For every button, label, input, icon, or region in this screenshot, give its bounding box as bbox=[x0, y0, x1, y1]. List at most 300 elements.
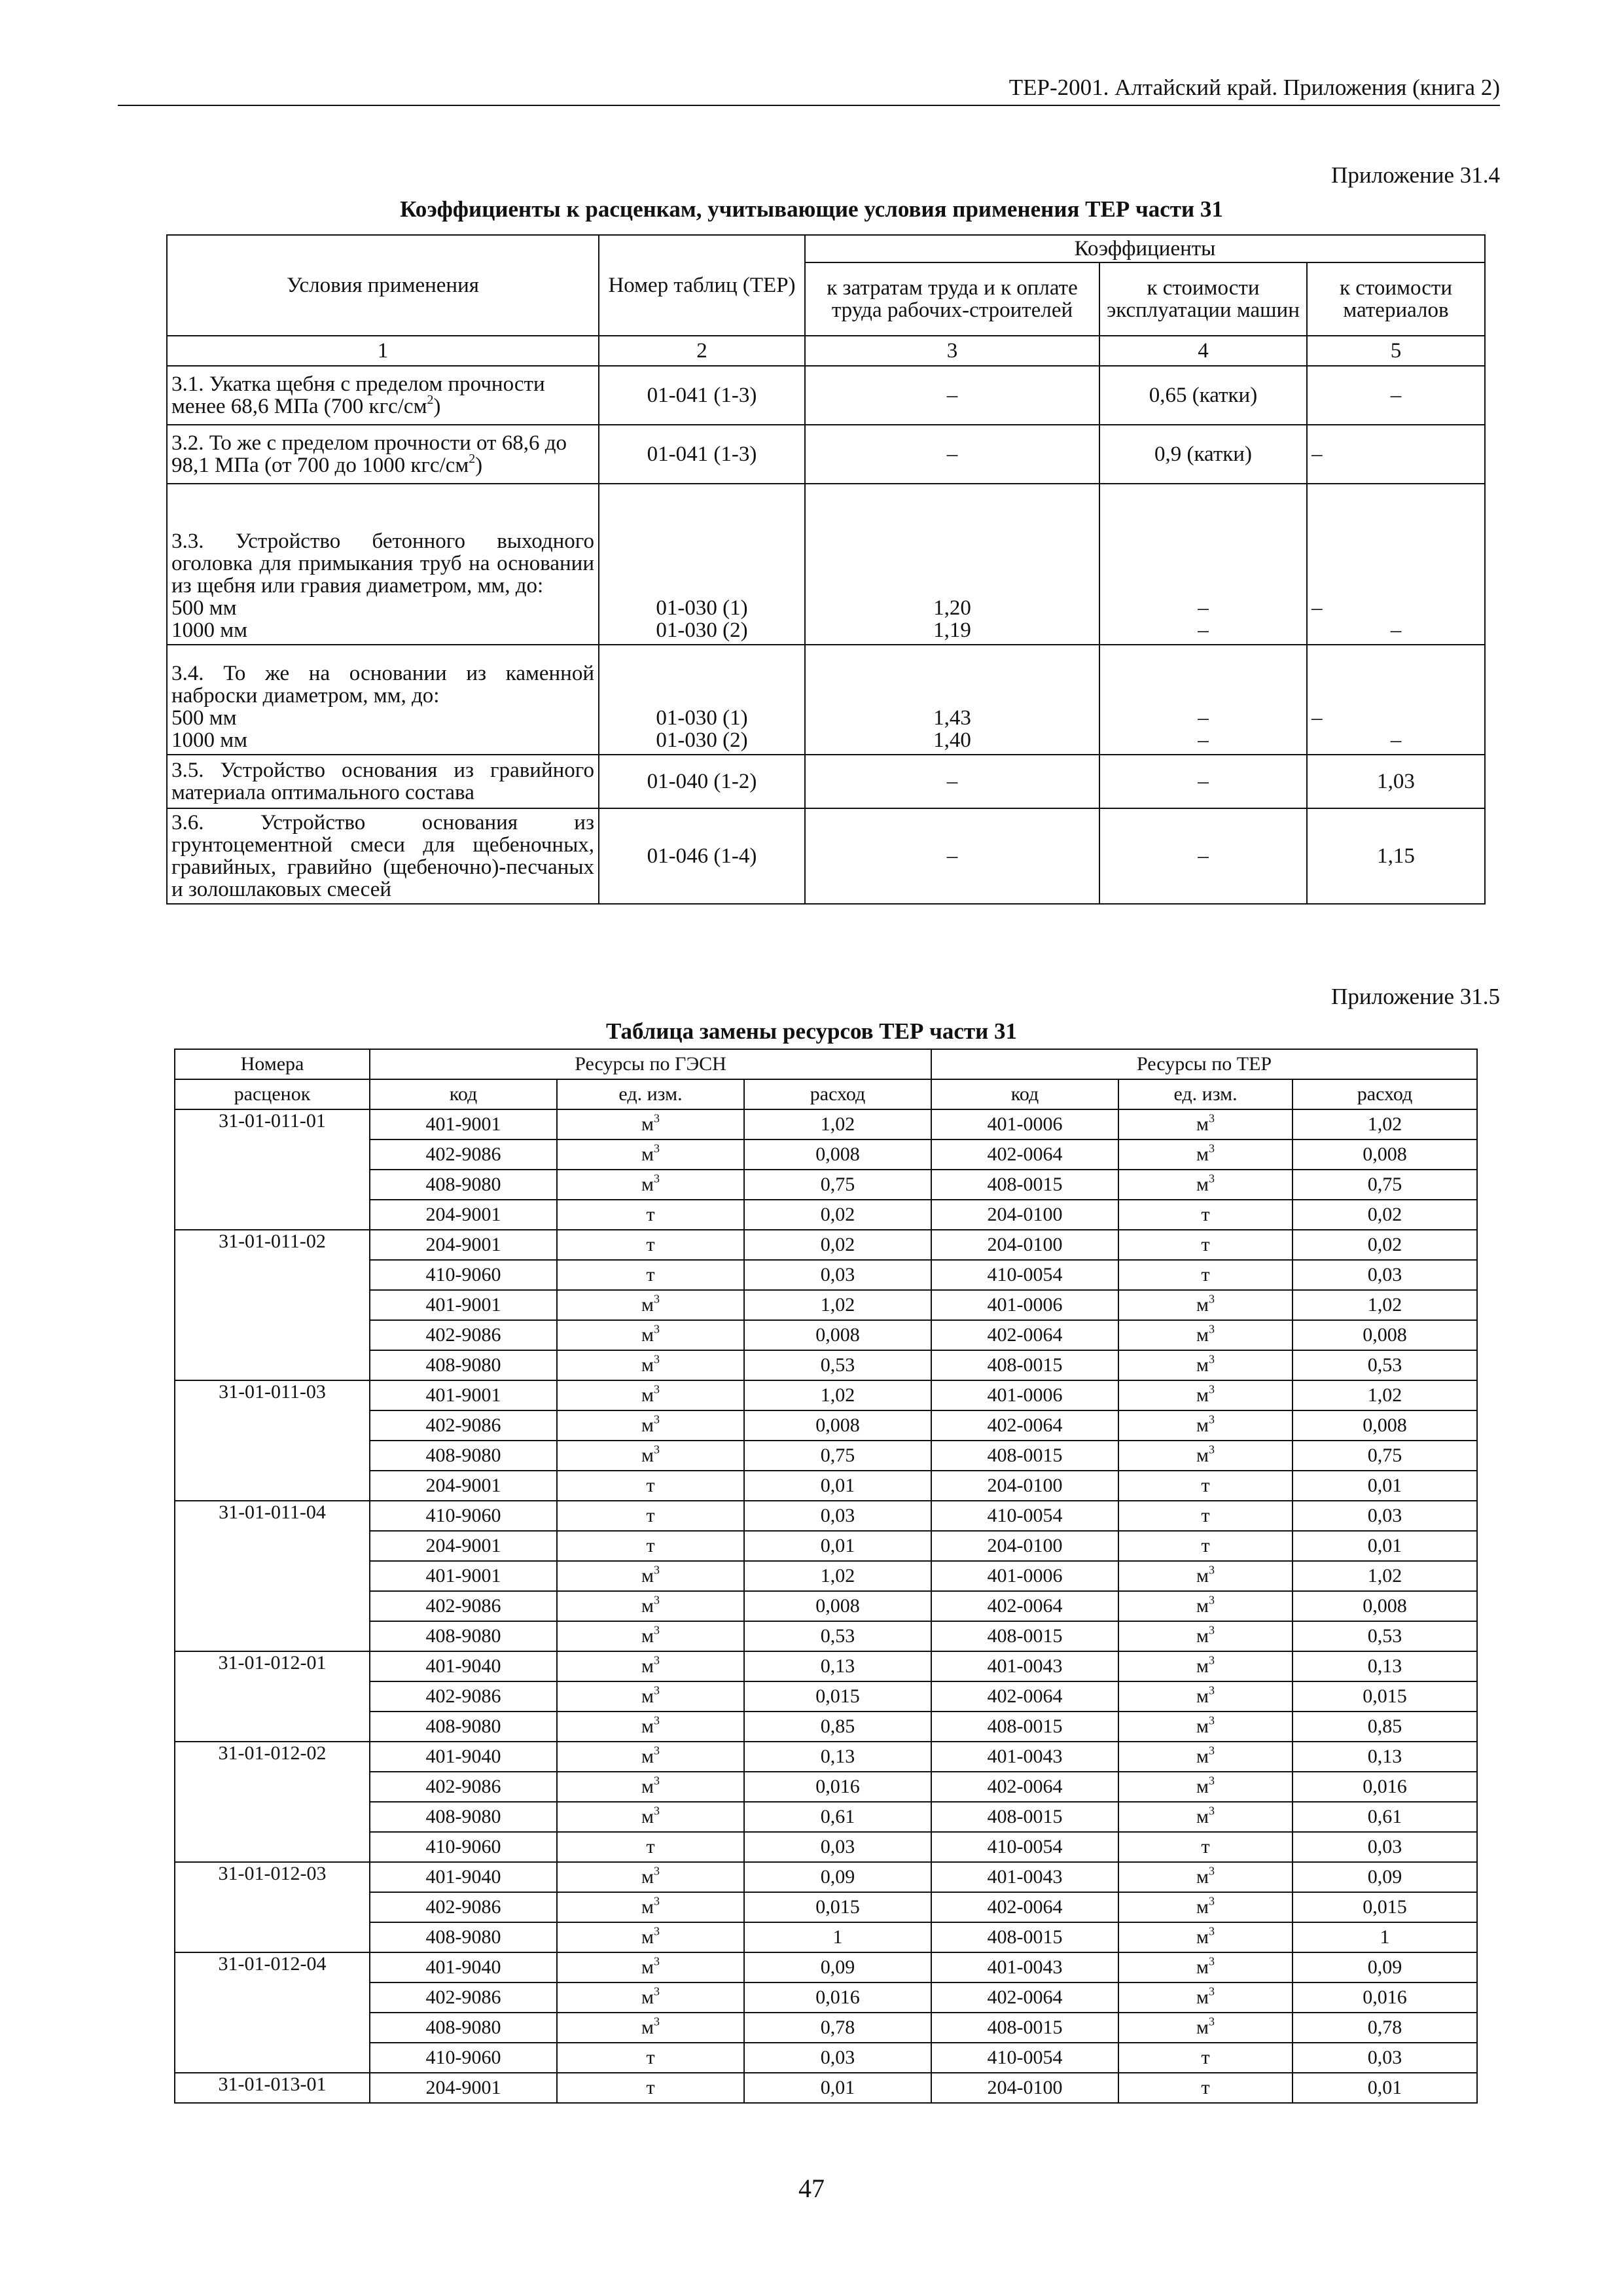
table-row bbox=[175, 1441, 1477, 1471]
table-number: 01-030 (1) bbox=[656, 596, 748, 620]
ter-code: 408-0015 bbox=[931, 1350, 1118, 1380]
unit-text: м bbox=[641, 1324, 654, 1346]
condition-text: 3.4. То же на основании из каменной наброски диаметром, мм, до: bbox=[171, 662, 594, 708]
unit-text: м bbox=[641, 1986, 654, 2008]
unit-text: м bbox=[641, 1655, 654, 1677]
unit-text: м bbox=[1196, 1113, 1209, 1135]
machines-coef: – bbox=[1099, 755, 1307, 808]
unit-text: м bbox=[641, 1354, 654, 1376]
superscript: 2 bbox=[469, 452, 476, 467]
gesn-unit bbox=[557, 1681, 744, 1712]
machines-cell bbox=[1099, 645, 1307, 755]
ter-quantity: 0,008 bbox=[1293, 1139, 1477, 1170]
table-row bbox=[175, 1471, 1477, 1501]
gesn-quantity: 0,02 bbox=[744, 1200, 931, 1230]
ter-unit: т bbox=[1118, 2073, 1293, 2103]
ter-code: 401-0043 bbox=[931, 1651, 1118, 1681]
unit-superscript: 3 bbox=[1209, 1954, 1215, 1968]
table-row bbox=[175, 1109, 1477, 1139]
page-number: 47 bbox=[798, 2174, 825, 2203]
header-gesn: Ресурсы по ГЭСН bbox=[370, 1049, 931, 1079]
gesn-code: 204-9001 bbox=[370, 1200, 557, 1230]
table-number: 01-030 (2) bbox=[656, 728, 748, 752]
labor-coef: – bbox=[805, 808, 1099, 904]
header-table-number: Номер таблиц (ТЕР) bbox=[599, 235, 805, 336]
ter-code: 401-0006 bbox=[931, 1561, 1118, 1591]
gesn-code: 204-9001 bbox=[370, 1471, 557, 1501]
gesn-unit bbox=[557, 1952, 744, 1982]
table-number: 01-030 (1) bbox=[656, 706, 748, 730]
condition-text: 3.3. Устройство бетонного выходного оголовка для примыкания труб на основании из щебня или гравия диаметром, мм, до: bbox=[171, 529, 594, 598]
gesn-quantity: 0,78 bbox=[744, 2013, 931, 2043]
unit-text: м bbox=[641, 1746, 654, 1767]
unit-superscript: 3 bbox=[653, 1924, 660, 1938]
ter-quantity: 0,02 bbox=[1293, 1200, 1477, 1230]
unit-text: м bbox=[1196, 1354, 1209, 1376]
table-row bbox=[175, 1681, 1477, 1712]
machines-coef: – bbox=[1198, 619, 1209, 642]
unit-superscript: 3 bbox=[653, 1382, 660, 1396]
ter-code: 401-0006 bbox=[931, 1290, 1118, 1320]
gesn-unit: т bbox=[557, 1501, 744, 1531]
gesn-quantity: 0,13 bbox=[744, 1742, 931, 1772]
table-row bbox=[175, 1742, 1477, 1772]
sub-condition-label: 1000 мм bbox=[171, 728, 248, 752]
header-quantity: расход bbox=[744, 1079, 931, 1109]
table-row bbox=[175, 1892, 1477, 1922]
gesn-unit: т bbox=[557, 1832, 744, 1862]
unit-text: м bbox=[641, 1866, 654, 1888]
ter-quantity: 0,13 bbox=[1293, 1742, 1477, 1772]
ter-quantity: 0,85 bbox=[1293, 1712, 1477, 1742]
table-row bbox=[175, 1832, 1477, 1862]
unit-text: м bbox=[1196, 1143, 1209, 1165]
unit-superscript: 3 bbox=[653, 2015, 660, 2028]
gesn-unit: т bbox=[557, 1230, 744, 1260]
table-number: 01-040 (1-2) bbox=[599, 755, 805, 808]
gesn-code: 410-9060 bbox=[370, 2043, 557, 2073]
ter-code: 408-0015 bbox=[931, 2013, 1118, 2043]
ter-unit bbox=[1118, 1561, 1293, 1591]
ter-code: 402-0064 bbox=[931, 1410, 1118, 1441]
ter-unit bbox=[1118, 1410, 1293, 1441]
header-code: код bbox=[931, 1079, 1118, 1109]
unit-superscript: 3 bbox=[653, 1744, 660, 1757]
ter-quantity: 0,01 bbox=[1293, 2073, 1477, 2103]
unit-superscript: 3 bbox=[653, 1623, 660, 1637]
machines-cell bbox=[1099, 484, 1307, 645]
unit-superscript: 3 bbox=[1209, 1713, 1215, 1727]
gesn-code: 401-9040 bbox=[370, 1862, 557, 1892]
sub-condition-label: 1000 мм bbox=[171, 619, 248, 642]
rate-number: 31-01-012-01 bbox=[175, 1651, 370, 1742]
ter-quantity: 0,78 bbox=[1293, 2013, 1477, 2043]
gesn-code: 401-9040 bbox=[370, 1651, 557, 1681]
gesn-code: 410-9060 bbox=[370, 1260, 557, 1290]
unit-superscript: 3 bbox=[653, 1292, 660, 1306]
gesn-code: 408-9080 bbox=[370, 2013, 557, 2043]
gesn-unit bbox=[557, 1742, 744, 1772]
unit-superscript: 3 bbox=[1209, 1774, 1215, 1787]
gesn-quantity: 0,015 bbox=[744, 1681, 931, 1712]
ter-code: 204-0100 bbox=[931, 1531, 1118, 1561]
unit-superscript: 3 bbox=[1209, 1172, 1215, 1185]
ter-code: 408-0015 bbox=[931, 1441, 1118, 1471]
ter-code: 402-0064 bbox=[931, 1139, 1118, 1170]
ter-unit bbox=[1118, 1441, 1293, 1471]
gesn-quantity: 0,008 bbox=[744, 1591, 931, 1621]
labor-coef: 1,19 bbox=[933, 619, 971, 642]
table-row bbox=[175, 1230, 1477, 1260]
unit-superscript: 3 bbox=[653, 1653, 660, 1667]
table-row bbox=[175, 1621, 1477, 1651]
unit-superscript: 3 bbox=[1209, 1984, 1215, 1998]
ter-quantity: 0,03 bbox=[1293, 2043, 1477, 2073]
ter-code: 402-0064 bbox=[931, 1892, 1118, 1922]
ter-code: 402-0064 bbox=[931, 1772, 1118, 1802]
ter-unit bbox=[1118, 1290, 1293, 1320]
ter-unit: т bbox=[1118, 1501, 1293, 1531]
unit-superscript: 3 bbox=[653, 1804, 660, 1818]
unit-text: м bbox=[1196, 1324, 1209, 1346]
gesn-quantity: 0,008 bbox=[744, 1410, 931, 1441]
unit-superscript: 3 bbox=[1209, 1322, 1215, 1336]
table-row bbox=[167, 425, 1485, 484]
table-row bbox=[175, 1380, 1477, 1410]
ter-unit bbox=[1118, 1922, 1293, 1952]
gesn-code: 408-9080 bbox=[370, 1802, 557, 1832]
gesn-code: 204-9001 bbox=[370, 1531, 557, 1561]
gesn-code: 408-9080 bbox=[370, 1170, 557, 1200]
table-row bbox=[175, 1982, 1477, 2013]
table-row bbox=[175, 2043, 1477, 2073]
gesn-quantity: 0,75 bbox=[744, 1170, 931, 1200]
header-machines: к стоимости эксплуатации машин bbox=[1099, 262, 1307, 336]
unit-text: м bbox=[1196, 1715, 1209, 1737]
ter-code: 410-0054 bbox=[931, 2043, 1118, 2073]
unit-text: м bbox=[641, 1896, 654, 1918]
gesn-quantity: 0,02 bbox=[744, 1230, 931, 1260]
gesn-quantity: 0,09 bbox=[744, 1952, 931, 1982]
table-row bbox=[175, 1651, 1477, 1681]
gesn-code: 402-9086 bbox=[370, 1681, 557, 1712]
ter-code: 402-0064 bbox=[931, 1982, 1118, 2013]
labor-cell bbox=[805, 484, 1099, 645]
gesn-quantity: 0,016 bbox=[744, 1982, 931, 2013]
table-number-cell bbox=[599, 484, 805, 645]
ter-quantity: 1,02 bbox=[1293, 1109, 1477, 1139]
unit-text: м bbox=[641, 1384, 654, 1406]
gesn-quantity: 0,03 bbox=[744, 2043, 931, 2073]
ter-quantity: 0,008 bbox=[1293, 1591, 1477, 1621]
materials-coef: – bbox=[1311, 596, 1323, 620]
labor-coef: 1,20 bbox=[933, 596, 971, 620]
labor-coef: – bbox=[805, 366, 1099, 425]
gesn-unit bbox=[557, 1651, 744, 1681]
table-row bbox=[175, 1922, 1477, 1952]
rate-number: 31-01-012-02 bbox=[175, 1742, 370, 1862]
ter-unit bbox=[1118, 1712, 1293, 1742]
gesn-code: 402-9086 bbox=[370, 1410, 557, 1441]
ter-unit bbox=[1118, 2013, 1293, 2043]
ter-quantity: 0,01 bbox=[1293, 1531, 1477, 1561]
unit-superscript: 3 bbox=[653, 1352, 660, 1366]
ter-quantity: 0,015 bbox=[1293, 1892, 1477, 1922]
ter-quantity: 0,03 bbox=[1293, 1260, 1477, 1290]
running-header bbox=[118, 71, 1500, 106]
table-row bbox=[175, 1952, 1477, 1982]
ter-quantity: 1,02 bbox=[1293, 1561, 1477, 1591]
gesn-code: 410-9060 bbox=[370, 1832, 557, 1862]
ter-code: 204-0100 bbox=[931, 1200, 1118, 1230]
table-number: 01-041 (1-3) bbox=[599, 366, 805, 425]
header-unit: ед. изм. bbox=[1118, 1079, 1293, 1109]
gesn-code: 402-9086 bbox=[370, 1320, 557, 1350]
unit-superscript: 3 bbox=[653, 1984, 660, 1998]
unit-text: м bbox=[1196, 1294, 1209, 1316]
unit-superscript: 3 bbox=[1209, 1563, 1215, 1577]
col-number: 4 bbox=[1099, 336, 1307, 366]
gesn-code: 401-9040 bbox=[370, 1952, 557, 1982]
gesn-unit: т bbox=[557, 1260, 744, 1290]
ter-code: 402-0064 bbox=[931, 1320, 1118, 1350]
ter-code: 410-0054 bbox=[931, 1260, 1118, 1290]
rate-number: 31-01-012-04 bbox=[175, 1952, 370, 2073]
gesn-quantity: 0,53 bbox=[744, 1621, 931, 1651]
gesn-code: 401-9001 bbox=[370, 1290, 557, 1320]
condition-text: 3.5. Устройство основания из гравийного материала оптимального состава bbox=[167, 755, 599, 808]
table-row bbox=[175, 1170, 1477, 1200]
unit-text: м bbox=[641, 1414, 654, 1436]
gesn-unit bbox=[557, 1862, 744, 1892]
gesn-unit: т bbox=[557, 2073, 744, 2103]
running-title: ТЕР-2001. Алтайский край. Приложения (книга 2) bbox=[1008, 75, 1500, 100]
col-number: 3 bbox=[805, 336, 1099, 366]
ter-quantity: 0,008 bbox=[1293, 1410, 1477, 1441]
col-number: 2 bbox=[599, 336, 805, 366]
unit-superscript: 3 bbox=[1209, 1111, 1215, 1125]
gesn-quantity: 0,008 bbox=[744, 1139, 931, 1170]
gesn-unit: т bbox=[557, 1531, 744, 1561]
unit-text: м bbox=[641, 2017, 654, 2038]
gesn-quantity: 0,85 bbox=[744, 1712, 931, 1742]
unit-superscript: 3 bbox=[1209, 1894, 1215, 1908]
ter-code: 204-0100 bbox=[931, 1230, 1118, 1260]
unit-text: м bbox=[1196, 1414, 1209, 1436]
unit-superscript: 3 bbox=[653, 1322, 660, 1336]
unit-superscript: 3 bbox=[1209, 1141, 1215, 1155]
machines-coef: 0,65 (катки) bbox=[1099, 366, 1307, 425]
labor-coef: 1,43 bbox=[933, 706, 971, 730]
ter-unit bbox=[1118, 1802, 1293, 1832]
column-number-row bbox=[167, 336, 1485, 366]
materials-coef: 1,15 bbox=[1307, 808, 1485, 904]
table-row bbox=[175, 1591, 1477, 1621]
table-row bbox=[175, 1290, 1477, 1320]
gesn-unit bbox=[557, 1591, 744, 1621]
condition-text: 3.2. То же с пределом прочности от 68,6 до 98,1 МПа (от 700 до 1000 кгс/см bbox=[171, 431, 567, 477]
header-quantity: расход bbox=[1293, 1079, 1477, 1109]
ter-quantity: 0,13 bbox=[1293, 1651, 1477, 1681]
unit-superscript: 3 bbox=[653, 1954, 660, 1968]
ter-quantity: 0,016 bbox=[1293, 1772, 1477, 1802]
unit-superscript: 3 bbox=[1209, 1804, 1215, 1818]
ter-unit bbox=[1118, 1109, 1293, 1139]
ter-unit bbox=[1118, 1862, 1293, 1892]
labor-coef: 1,40 bbox=[933, 728, 971, 752]
unit-superscript: 3 bbox=[653, 1141, 660, 1155]
gesn-quantity: 0,015 bbox=[744, 1892, 931, 1922]
table-number: 01-030 (2) bbox=[656, 619, 748, 642]
gesn-code: 402-9086 bbox=[370, 1772, 557, 1802]
unit-superscript: 3 bbox=[1209, 1623, 1215, 1637]
gesn-quantity: 0,016 bbox=[744, 1772, 931, 1802]
unit-superscript: 3 bbox=[653, 1683, 660, 1697]
ter-quantity: 1,02 bbox=[1293, 1380, 1477, 1410]
gesn-code: 402-9086 bbox=[370, 1591, 557, 1621]
ter-code: 408-0015 bbox=[931, 1712, 1118, 1742]
gesn-unit bbox=[557, 1380, 744, 1410]
unit-text: м bbox=[641, 1143, 654, 1165]
header-unit: ед. изм. bbox=[557, 1079, 744, 1109]
unit-text: м bbox=[641, 1956, 654, 1978]
rate-number: 31-01-011-03 bbox=[175, 1380, 370, 1501]
ter-quantity: 0,015 bbox=[1293, 1681, 1477, 1712]
table-row bbox=[167, 755, 1485, 808]
gesn-code: 410-9060 bbox=[370, 1501, 557, 1531]
unit-text: м bbox=[1196, 2017, 1209, 2038]
gesn-unit bbox=[557, 1772, 744, 1802]
gesn-code: 204-9001 bbox=[370, 1230, 557, 1260]
table-row bbox=[175, 1260, 1477, 1290]
unit-superscript: 3 bbox=[1209, 1593, 1215, 1607]
table-row bbox=[175, 1531, 1477, 1561]
appendix-31-5-title: Таблица замены ресурсов ТЕР части 31 bbox=[606, 1018, 1017, 1044]
table-row bbox=[167, 484, 1485, 645]
ter-code: 408-0015 bbox=[931, 1621, 1118, 1651]
materials-cell bbox=[1307, 645, 1485, 755]
table-row bbox=[175, 1501, 1477, 1531]
header-conditions: Условия применения bbox=[167, 235, 599, 336]
unit-text: м bbox=[641, 1926, 654, 1948]
header-coefficients: Коэффициенты bbox=[805, 235, 1485, 262]
ter-quantity: 0,03 bbox=[1293, 1501, 1477, 1531]
gesn-quantity: 0,13 bbox=[744, 1651, 931, 1681]
materials-coef: – bbox=[1307, 425, 1485, 484]
unit-text: м bbox=[1196, 1776, 1209, 1797]
rate-number: 31-01-011-02 bbox=[175, 1230, 370, 1380]
unit-text: м bbox=[641, 1595, 654, 1617]
ter-unit bbox=[1118, 1681, 1293, 1712]
ter-code: 408-0015 bbox=[931, 1170, 1118, 1200]
ter-code: 402-0064 bbox=[931, 1591, 1118, 1621]
materials-coef: – bbox=[1390, 619, 1402, 642]
unit-text: м bbox=[641, 1806, 654, 1827]
ter-quantity: 0,09 bbox=[1293, 1952, 1477, 1982]
gesn-quantity: 1,02 bbox=[744, 1290, 931, 1320]
col-number: 5 bbox=[1307, 336, 1485, 366]
gesn-unit bbox=[557, 2013, 744, 2043]
unit-text: м bbox=[641, 1294, 654, 1316]
unit-superscript: 3 bbox=[1209, 1924, 1215, 1938]
gesn-quantity: 1 bbox=[744, 1922, 931, 1952]
table-row bbox=[175, 1410, 1477, 1441]
table-row bbox=[175, 1320, 1477, 1350]
ter-code: 401-0006 bbox=[931, 1380, 1118, 1410]
ter-unit bbox=[1118, 1772, 1293, 1802]
ter-quantity: 0,75 bbox=[1293, 1170, 1477, 1200]
condition-cell bbox=[167, 425, 599, 484]
ter-unit bbox=[1118, 1170, 1293, 1200]
unit-text: м bbox=[1196, 1926, 1209, 1948]
gesn-unit bbox=[557, 1290, 744, 1320]
gesn-code: 401-9001 bbox=[370, 1380, 557, 1410]
gesn-quantity: 0,75 bbox=[744, 1441, 931, 1471]
header-numbers: Номера bbox=[175, 1049, 370, 1079]
gesn-unit bbox=[557, 1982, 744, 2013]
gesn-unit bbox=[557, 1170, 744, 1200]
gesn-code: 402-9086 bbox=[370, 1892, 557, 1922]
ter-quantity: 0,016 bbox=[1293, 1982, 1477, 2013]
unit-superscript: 3 bbox=[1209, 1443, 1215, 1456]
sub-condition-label: 500 мм bbox=[171, 596, 237, 620]
unit-superscript: 3 bbox=[653, 1111, 660, 1125]
ter-code: 401-0006 bbox=[931, 1109, 1118, 1139]
ter-quantity: 0,01 bbox=[1293, 1471, 1477, 1501]
gesn-quantity: 0,09 bbox=[744, 1862, 931, 1892]
ter-unit: т bbox=[1118, 1200, 1293, 1230]
condition-cell bbox=[167, 645, 599, 755]
materials-cell bbox=[1307, 484, 1485, 645]
table-row bbox=[175, 2013, 1477, 2043]
unit-superscript: 3 bbox=[1209, 1292, 1215, 1306]
ter-quantity: 0,61 bbox=[1293, 1802, 1477, 1832]
materials-coef: – bbox=[1311, 706, 1323, 730]
unit-superscript: 3 bbox=[653, 1864, 660, 1878]
unit-superscript: 3 bbox=[1209, 1653, 1215, 1667]
unit-text: м bbox=[1196, 1625, 1209, 1647]
unit-superscript: 3 bbox=[1209, 1683, 1215, 1697]
ter-quantity: 0,02 bbox=[1293, 1230, 1477, 1260]
gesn-unit bbox=[557, 1892, 744, 1922]
ter-unit bbox=[1118, 1892, 1293, 1922]
unit-text: м bbox=[1196, 1685, 1209, 1707]
gesn-code: 401-9001 bbox=[370, 1561, 557, 1591]
unit-text: м bbox=[1196, 1986, 1209, 2008]
gesn-quantity: 0,03 bbox=[744, 1501, 931, 1531]
unit-text: м bbox=[641, 1174, 654, 1195]
gesn-code: 408-9080 bbox=[370, 1712, 557, 1742]
gesn-unit: т bbox=[557, 1200, 744, 1230]
ter-unit bbox=[1118, 1651, 1293, 1681]
unit-superscript: 3 bbox=[653, 1412, 660, 1426]
header-ter: Ресурсы по ТЕР bbox=[931, 1049, 1477, 1079]
machines-coef: – bbox=[1198, 728, 1209, 752]
ter-unit: т bbox=[1118, 1230, 1293, 1260]
unit-text: м bbox=[641, 1565, 654, 1587]
table-row bbox=[175, 1802, 1477, 1832]
unit-text: м bbox=[1196, 1174, 1209, 1195]
gesn-quantity: 0,61 bbox=[744, 1802, 931, 1832]
condition-cell bbox=[167, 484, 599, 645]
materials-coef: 1,03 bbox=[1307, 755, 1485, 808]
unit-superscript: 3 bbox=[653, 1894, 660, 1908]
gesn-code: 204-9001 bbox=[370, 2073, 557, 2103]
ter-unit: т bbox=[1118, 1832, 1293, 1862]
gesn-quantity: 0,01 bbox=[744, 2073, 931, 2103]
ter-unit bbox=[1118, 1982, 1293, 2013]
ter-unit bbox=[1118, 1380, 1293, 1410]
